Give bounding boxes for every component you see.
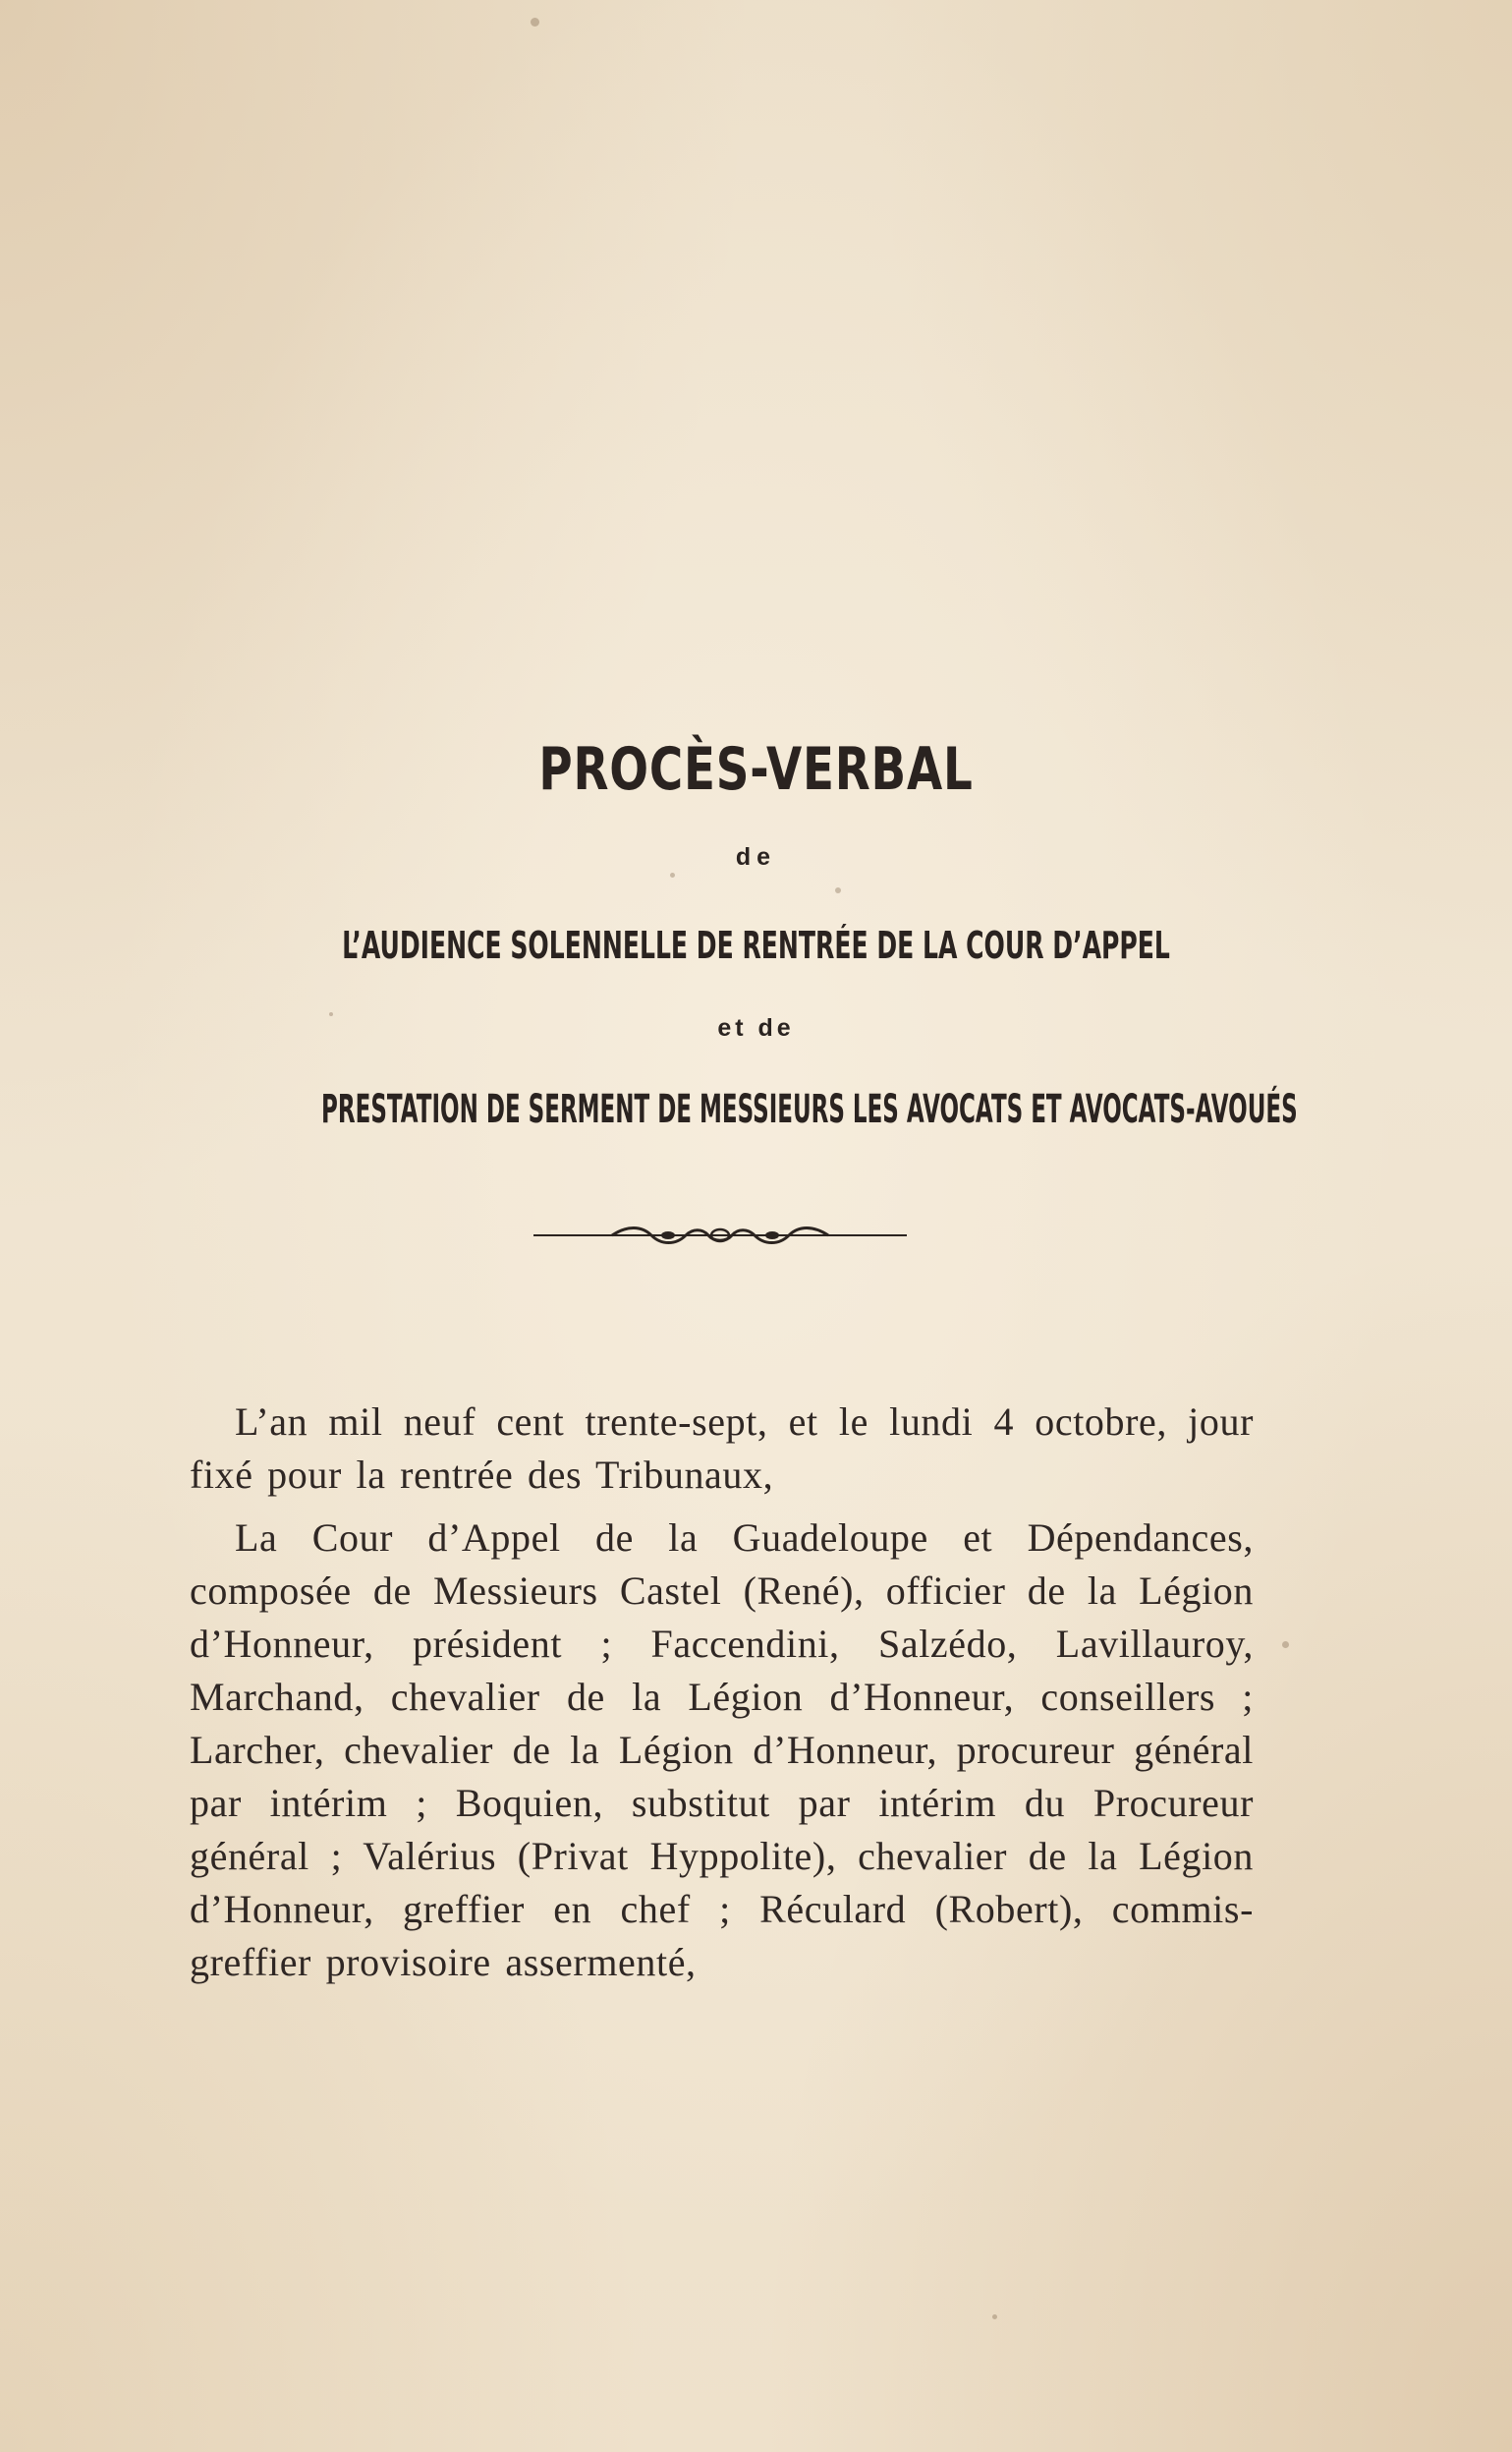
paragraph: L’an mil neuf cent trente-sept, et le lundi 4 octobre, jour fixé pour la rentrée des Tribunaux, [190, 1399, 1254, 1497]
document-subtitle-2: PRESTATION DE SERMENT DE MESSIEURS LES AVOCATS ET AVOCATS-AVOUÉS [321, 1087, 1298, 1132]
document-subtitle: L’AUDIENCE SOLENNELLE DE RENTRÉE DE LA COUR D’APPEL [342, 924, 1170, 967]
title-connector-et-de: et de [717, 1014, 795, 1042]
paper-speck [1282, 1641, 1289, 1648]
decorative-flourish-icon [533, 1222, 907, 1249]
paragraph: La Cour d’Appel de la Guadeloupe et Dépendances, composée de Messieurs Castel (René), officier de la Légion d’Honneur, président ; Faccendini, Salzédo, Lavillauroy, Marchand, chevalier de la Légion d’Honneur, conseillers ; Larcher, chevalier de la Légion d’Honneur, procureur général par intérim ; Boquien, substitut par intérim du Procureur général ; Valérius (Privat Hyppolite), chevalier de la Légion d’Honneur, greffier en chef ; Réculard (Robert), commis-greffier provisoire assermenté, [190, 1515, 1254, 1984]
title-connector-de: de [735, 843, 777, 871]
paper-speck [992, 2314, 997, 2319]
paper-speck [835, 887, 841, 893]
document-body [190, 1396, 1254, 1999]
paper-speck [531, 18, 539, 27]
paper-speck [670, 873, 675, 878]
document-title: PROCÈS-VERBAL [538, 735, 974, 804]
